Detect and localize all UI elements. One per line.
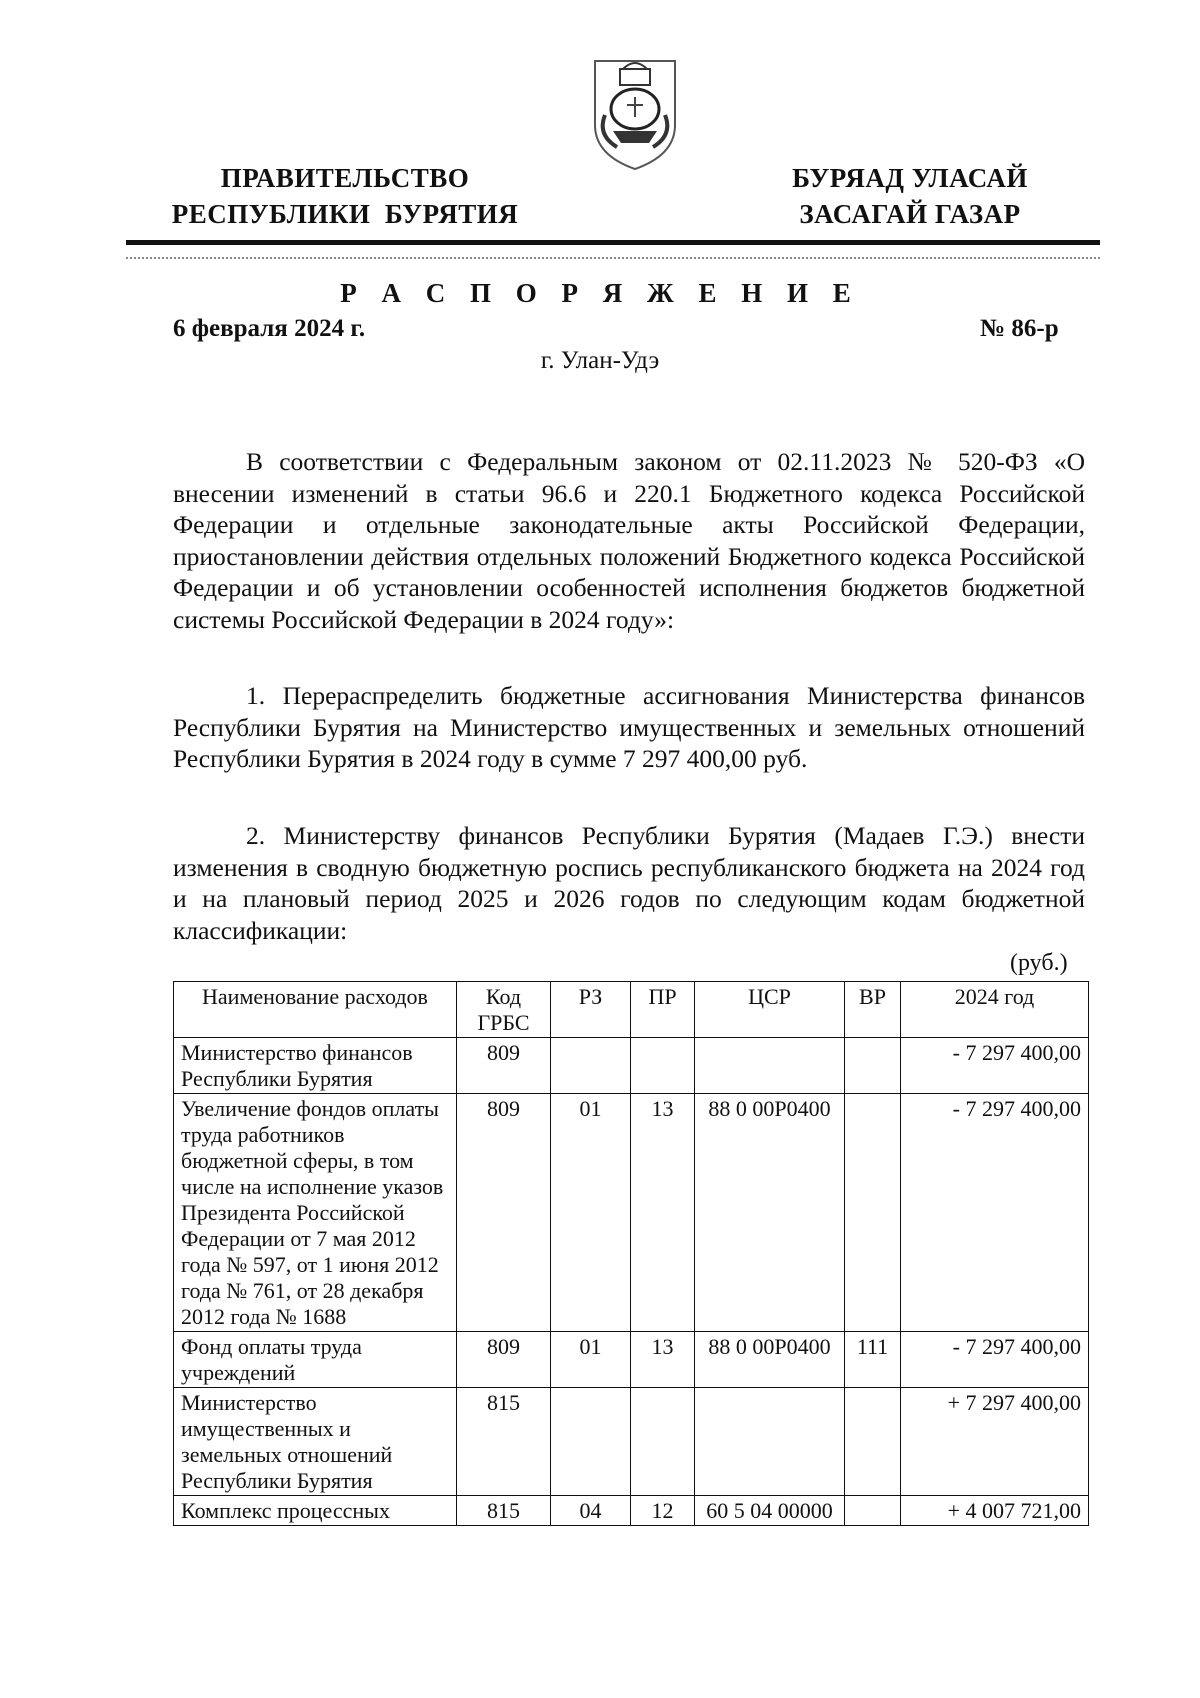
cell-vr: [845, 1038, 901, 1094]
table-header-row: [174, 982, 1089, 1038]
item-1-paragraph: 1. Перераспределить бюджетные ассигнования Министерства финансов Республики Бурятия на Министерство имущественных и земельных отношений Республики Бурятия в 2024 году в сумме 7 297 400,00 руб.: [173, 681, 1085, 773]
cell-rz: 01: [551, 1094, 631, 1332]
header-grbs-code: Код ГРБС: [457, 982, 551, 1038]
cell-csr: 60 5 04 00000: [695, 1496, 845, 1526]
header-expense-name: Наименование расходов: [174, 982, 457, 1038]
cell-amount: + 7 297 400,00: [901, 1388, 1089, 1496]
cell-expense-name: Министерство финансов Республики Бурятия: [174, 1038, 457, 1094]
cell-rz: [551, 1038, 631, 1094]
cell-pr: [631, 1038, 695, 1094]
cell-vr: 111: [845, 1332, 901, 1388]
government-name-ru-line1: ПРАВИТЕЛЬСТВО: [220, 163, 470, 193]
government-name-bua-line1: БУРЯАД УЛАСАЙ: [792, 163, 1028, 193]
cell-pr: [631, 1388, 695, 1496]
preamble-paragraph: В соответствии с Федеральным законом от 02.11.2023 № 520-ФЗ «О внесении изменений в статьи 96.6 и 220.1 Бюджетного кодекса Российской Федерации и отдельные законодательные акты Российской Федерации, приостановлении действия отдельных положений Бюджетного кодекса Российской Федерации и об установлении особенностей исполнения бюджетов бюджетной системы Российской Федерации в 2024 году»:: [173, 447, 1085, 634]
cell-expense-name: Министерство имущественных и земельных отношений Республики Бурятия: [174, 1388, 457, 1496]
government-name-ru-line2: РЕСПУБЛИКИ БУРЯТИЯ: [171, 199, 519, 229]
cell-expense-name: Увеличение фондов оплаты труда работников бюджетной сферы, в том числе на исполнение указов Президента Российской Федерации от 7 мая 2012 года № 597, от 1 июня 2012 года № 761, от 28 декабря 2012 года № 1688: [174, 1094, 457, 1332]
document-city: г. Улан-Удэ: [540, 347, 660, 374]
cell-grbs-code: 815: [457, 1496, 551, 1526]
cell-vr: [845, 1496, 901, 1526]
document-number: № 86-р: [980, 315, 1059, 342]
header-divider-thin: [126, 257, 1100, 259]
cell-csr: 88 0 00Р0400: [695, 1094, 845, 1332]
coat-of-arms-icon: [587, 55, 683, 173]
cell-grbs-code: 809: [457, 1094, 551, 1332]
table-row: [174, 1332, 1089, 1388]
document-type: Р А С П О Р Я Ж Е Н И Е: [340, 278, 860, 308]
currency-unit: (руб.): [1010, 950, 1068, 976]
cell-vr: [845, 1094, 901, 1332]
government-name-ru: [160, 160, 530, 232]
budget-table: [173, 981, 1089, 1526]
header-year-2024: 2024 год: [901, 982, 1089, 1038]
table-row: [174, 1094, 1089, 1332]
cell-csr: [695, 1388, 845, 1496]
header-pr: ПР: [631, 982, 695, 1038]
government-name-bua: [760, 160, 1060, 232]
government-name-bua-line2: ЗАСАГАЙ ГАЗАР: [799, 199, 1021, 229]
cell-pr: 13: [631, 1094, 695, 1332]
cell-expense-name: Комплекс процессных: [174, 1496, 457, 1526]
item-2-paragraph: 2. Министерству финансов Республики Бурятия (Мадаев Г.Э.) внести изменения в сводную бюджетную роспись республиканского бюджета на 2024 год и на плановый период 2025 и 2026 годов по следующим кодам бюджетной классификации:: [173, 821, 1085, 945]
cell-csr: [695, 1038, 845, 1094]
cell-pr: 13: [631, 1332, 695, 1388]
header-vr: ВР: [845, 982, 901, 1038]
table-row: [174, 1496, 1089, 1526]
header-csr: ЦСР: [695, 982, 845, 1038]
cell-csr: 88 0 00Р0400: [695, 1332, 845, 1388]
cell-expense-name: Фонд оплаты труда учреждений: [174, 1332, 457, 1388]
cell-pr: 12: [631, 1496, 695, 1526]
cell-rz: [551, 1388, 631, 1496]
cell-rz: 01: [551, 1332, 631, 1388]
cell-vr: [845, 1388, 901, 1496]
cell-grbs-code: 809: [457, 1038, 551, 1094]
document-date: 6 февраля 2024 г.: [173, 315, 366, 342]
cell-amount: + 4 007 721,00: [901, 1496, 1089, 1526]
cell-rz: 04: [551, 1496, 631, 1526]
table-row: [174, 1388, 1089, 1496]
cell-grbs-code: 815: [457, 1388, 551, 1496]
cell-amount: - 7 297 400,00: [901, 1094, 1089, 1332]
cell-amount: - 7 297 400,00: [901, 1332, 1089, 1388]
header-divider: [126, 240, 1100, 245]
header-rz: РЗ: [551, 982, 631, 1038]
table-row: [174, 1038, 1089, 1094]
cell-grbs-code: 809: [457, 1332, 551, 1388]
cell-amount: - 7 297 400,00: [901, 1038, 1089, 1094]
